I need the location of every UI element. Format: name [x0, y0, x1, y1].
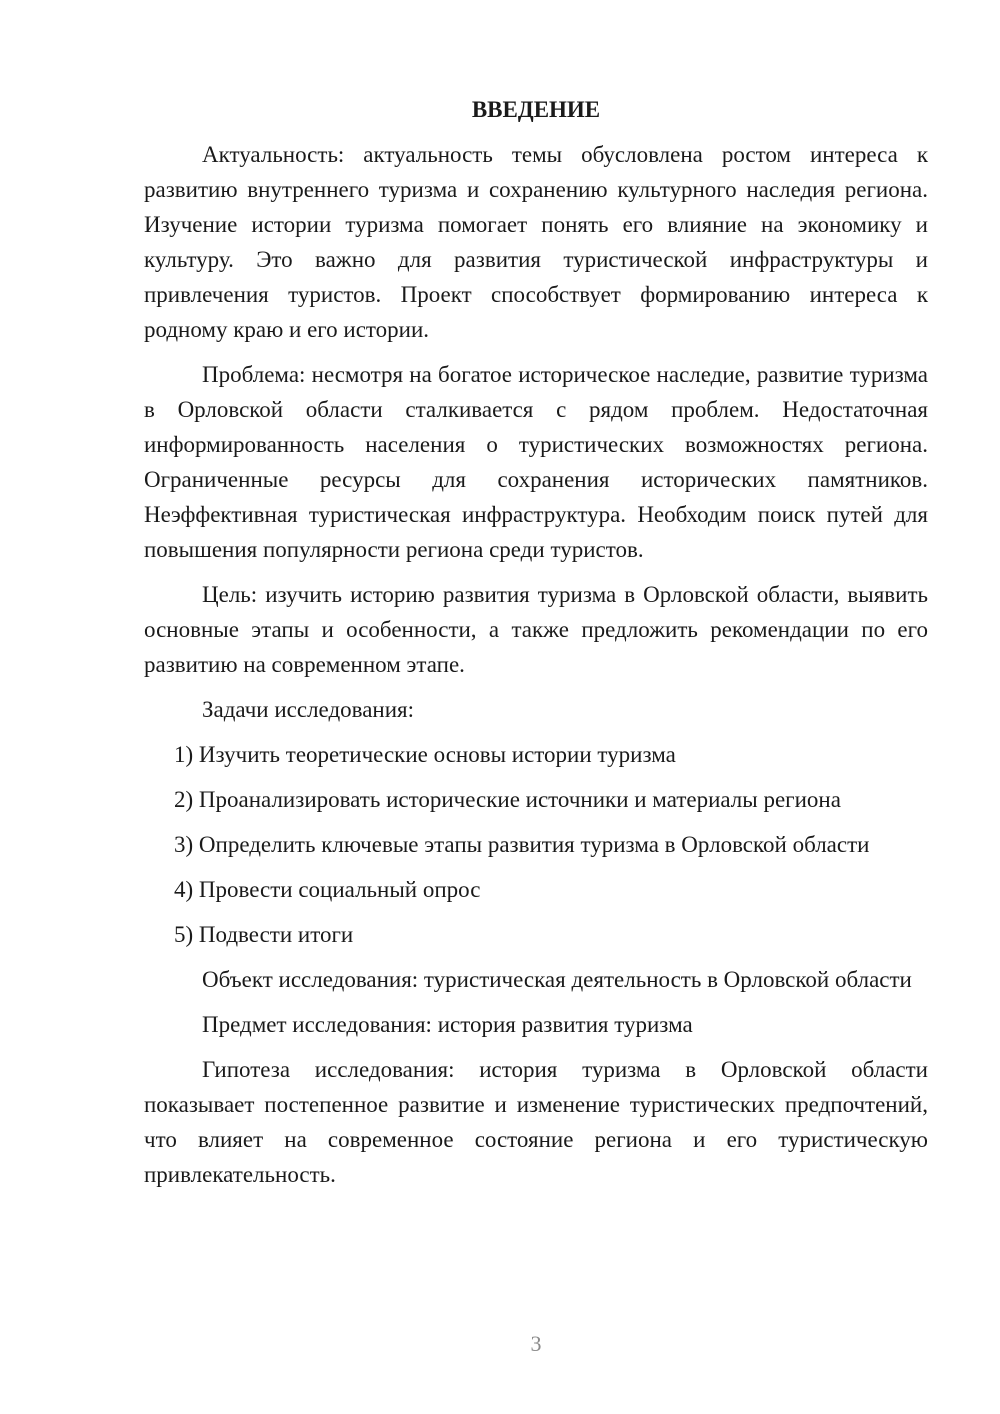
object-paragraph: Объект исследования: туристическая деятельность в Орловской области — [202, 967, 912, 992]
task-item-3: 3) Определить ключевые этапы развития туризма в Орловской области — [174, 832, 870, 857]
task-item-4: 4) Провести социальный опрос — [174, 877, 481, 902]
task-item-2: 2) Проанализировать исторические источники и материалы региона — [174, 787, 841, 812]
task-item-5: 5) Подвести итоги — [174, 922, 354, 947]
tasks-heading: Задачи исследования: — [202, 697, 415, 722]
hypothesis-paragraph: Гипотеза исследования: история туризма в Орловской области показывает постепенное развитие и изменение туристических предпочтений, что влияет на современное состояние региона и его туристическую привлекательность. — [144, 1057, 928, 1187]
problem-paragraph: Проблема: несмотря на богатое историческое наследие, развитие туризма в Орловской области сталкивается с рядом проблем. Недостаточная информированность населения о туристических возможностях региона. Ограниченные ресурсы для сохранения исторических памятников. Неэффективная туристическая инфраструктура. Необходим поиск путей для повышения популярности региона среди туристов. — [144, 362, 928, 562]
relevance-paragraph: Актуальность: актуальность темы обусловлена ростом интереса к развитию внутреннего туризма и сохранению культурного наследия региона. Изучение истории туризма помогает понять его влияние на экономику и культуру. Это важно для развития туристической инфраструктуры и привлечения туристов. Проект способствует формированию интереса к родному краю и его истории. — [144, 142, 928, 342]
page-number: 3 — [530, 1331, 542, 1356]
task-item-1: 1) Изучить теоретические основы истории туризма — [174, 742, 676, 767]
goal-paragraph: Цель: изучить историю развития туризма в Орловской области, выявить основные этапы и особенности, а также предложить рекомендации по его развитию на современном этапе. — [144, 582, 928, 677]
subject-paragraph: Предмет исследования: история развития туризма — [202, 1012, 693, 1037]
section-title: ВВЕДЕНИЕ — [471, 97, 601, 122]
document-body — [144, 92, 928, 1202]
